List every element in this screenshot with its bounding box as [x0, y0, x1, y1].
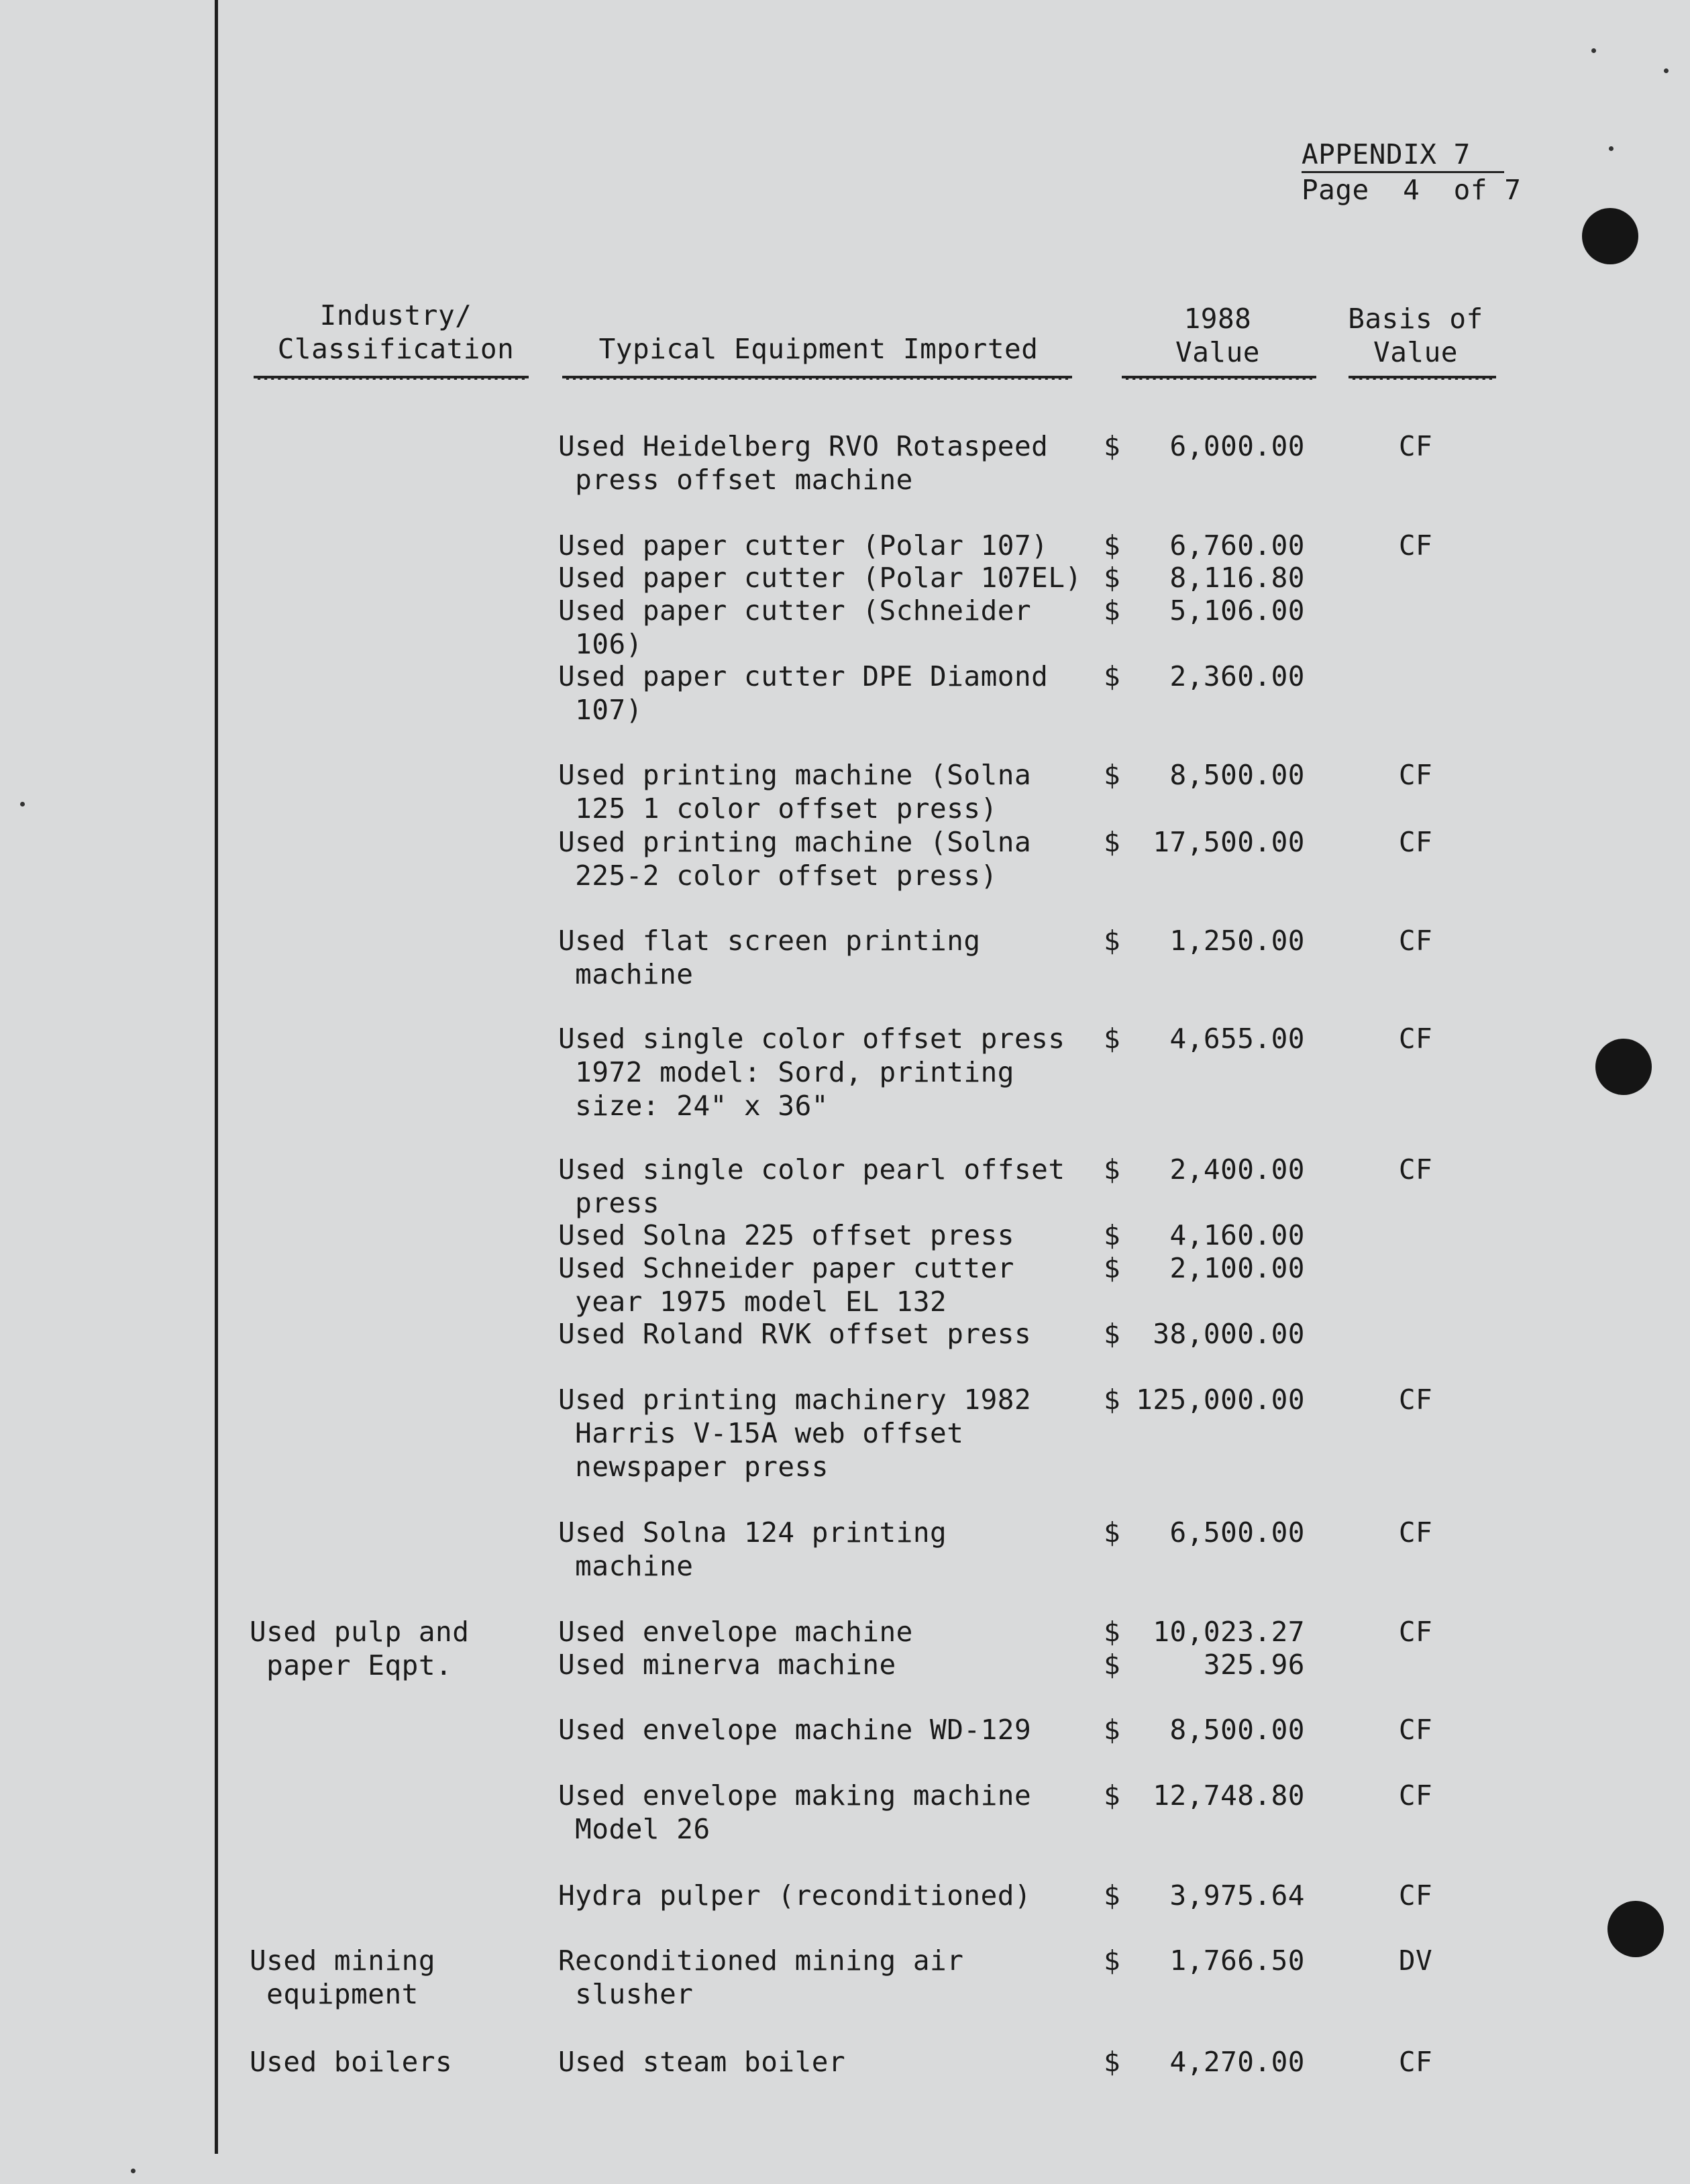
row-equipment: Used envelope machine WD-129: [558, 1714, 1032, 1746]
row-basis: DV: [1398, 1944, 1433, 1977]
speck: [20, 802, 25, 807]
row-currency: $: [1104, 1649, 1121, 1681]
row-basis: CF: [1398, 1153, 1433, 1186]
row-value: 8,500.00: [1169, 1714, 1305, 1746]
speck: [1664, 68, 1669, 73]
row-equipment: Used Schneider paper cutter year 1975 model EL 132: [558, 1252, 1014, 1318]
row-currency: $: [1104, 1384, 1121, 1416]
row-value: 6,000.00: [1169, 430, 1305, 462]
row-value: 2,100.00: [1169, 1252, 1305, 1284]
row-currency: $: [1104, 1516, 1121, 1549]
row-equipment: Used single color offset press 1972 model: Sord, printing size: 24" x 36": [558, 1023, 1065, 1122]
row-currency: $: [1104, 529, 1121, 562]
row-currency: $: [1104, 759, 1121, 791]
row-equipment: Used printing machine (Solna 225-2 color offset press): [558, 826, 1032, 892]
row-currency: $: [1104, 1153, 1121, 1186]
row-currency: $: [1104, 1252, 1121, 1284]
row-currency: $: [1104, 1318, 1121, 1350]
row-basis: CF: [1398, 1616, 1433, 1648]
row-currency: $: [1104, 660, 1121, 692]
row-basis: CF: [1398, 2046, 1433, 2078]
row-basis: CF: [1398, 1779, 1433, 1812]
row-basis: CF: [1398, 925, 1433, 957]
row-equipment: Used printing machine (Solna 125 1 color offset press): [558, 759, 1032, 825]
row-basis: CF: [1398, 1023, 1433, 1055]
punch-hole-middle: [1595, 1039, 1652, 1095]
row-equipment: Used Solna 225 offset press: [558, 1219, 1014, 1251]
row-equipment: Used paper cutter (Polar 107EL): [558, 562, 1082, 594]
header-value: 1988 Value: [1175, 303, 1260, 368]
speck: [1591, 48, 1596, 53]
punch-hole-top: [1582, 208, 1638, 264]
header-equipment: Typical Equipment Imported: [598, 333, 1039, 365]
row-value: 3,975.64: [1169, 1879, 1305, 1912]
row-value: 5,106.00: [1169, 594, 1305, 627]
row-equipment: Used paper cutter (Polar 107): [558, 529, 1049, 562]
row-equipment: Used single color pearl offset press: [558, 1153, 1065, 1219]
row-currency: $: [1104, 594, 1121, 627]
row-equipment: Used paper cutter (Schneider 106): [558, 594, 1032, 660]
row-value: 4,270.00: [1169, 2046, 1305, 2078]
speck: [131, 2169, 136, 2173]
row-value: 2,360.00: [1169, 660, 1305, 692]
row-basis: CF: [1398, 1714, 1433, 1746]
row-value: 8,116.80: [1169, 562, 1305, 594]
row-value: 125,000.00: [1136, 1384, 1305, 1416]
row-industry: Used pulp and paper Eqpt.: [250, 1616, 470, 1681]
row-currency: $: [1104, 1879, 1121, 1912]
row-currency: $: [1104, 562, 1121, 594]
row-value: 12,748.80: [1153, 1779, 1305, 1812]
row-currency: $: [1104, 925, 1121, 957]
appendix-title: APPENDIX 7: [1302, 138, 1521, 173]
row-basis: CF: [1398, 1879, 1433, 1912]
header-rule-industry: [254, 376, 529, 380]
row-basis: CF: [1398, 529, 1433, 562]
row-industry: Used mining equipment: [250, 1944, 436, 2010]
row-basis: CF: [1398, 430, 1433, 462]
row-value: 17,500.00: [1153, 826, 1305, 858]
row-industry: Used boilers: [250, 2046, 453, 2078]
row-basis: CF: [1398, 1516, 1433, 1549]
row-equipment: Used paper cutter DPE Diamond 107): [558, 660, 1049, 726]
row-value: 2,400.00: [1169, 1153, 1305, 1186]
header-rule-value: [1122, 376, 1316, 380]
row-equipment: Used envelope machine: [558, 1616, 913, 1648]
page-number: Page 4 of 7: [1302, 174, 1522, 206]
appendix-label: [1302, 138, 1521, 207]
row-currency: $: [1104, 2046, 1121, 2078]
speck: [1609, 146, 1614, 151]
row-value: 4,160.00: [1169, 1219, 1305, 1251]
row-equipment: Used flat screen printing machine: [558, 925, 981, 990]
binding-line: [215, 0, 218, 2154]
row-currency: $: [1104, 826, 1121, 858]
row-currency: $: [1104, 430, 1121, 462]
row-value: 6,500.00: [1169, 1516, 1305, 1549]
row-value: 6,760.00: [1169, 529, 1305, 562]
row-value: 1,766.50: [1169, 1944, 1305, 1977]
row-basis: CF: [1398, 759, 1433, 791]
row-basis: CF: [1398, 1384, 1433, 1416]
punch-hole-bottom: [1607, 1901, 1664, 1957]
row-equipment: Used envelope making machine Model 26: [558, 1779, 1032, 1845]
row-currency: $: [1104, 1779, 1121, 1812]
header-rule-basis: [1349, 376, 1496, 380]
row-equipment: Used Solna 124 printing machine: [558, 1516, 947, 1582]
row-value: 325.96: [1203, 1649, 1305, 1681]
row-equipment: Used Roland RVK offset press: [558, 1318, 1032, 1350]
row-currency: $: [1104, 1714, 1121, 1746]
row-currency: $: [1104, 1616, 1121, 1648]
row-basis: CF: [1398, 826, 1433, 858]
row-value: 10,023.27: [1153, 1616, 1305, 1648]
header-industry: Industry/ Classification: [277, 299, 515, 365]
row-equipment: Used steam boiler: [558, 2046, 846, 2078]
row-value: 4,655.00: [1169, 1023, 1305, 1055]
header-basis: Basis of Value: [1348, 303, 1483, 368]
row-equipment: Used minerva machine: [558, 1649, 896, 1681]
row-equipment: Used Heidelberg RVO Rotaspeed press offset machine: [558, 430, 1049, 496]
row-equipment: Reconditioned mining air slusher: [558, 1944, 964, 2010]
row-equipment: Used printing machinery 1982 Harris V-15A web offset newspaper press: [558, 1384, 1032, 1483]
row-currency: $: [1104, 1944, 1121, 1977]
row-equipment: Hydra pulper (reconditioned): [558, 1879, 1032, 1912]
row-value: 1,250.00: [1169, 925, 1305, 957]
row-value: 38,000.00: [1153, 1318, 1305, 1350]
row-currency: $: [1104, 1023, 1121, 1055]
row-currency: $: [1104, 1219, 1121, 1251]
row-value: 8,500.00: [1169, 759, 1305, 791]
header-rule-equipment: [562, 376, 1072, 380]
